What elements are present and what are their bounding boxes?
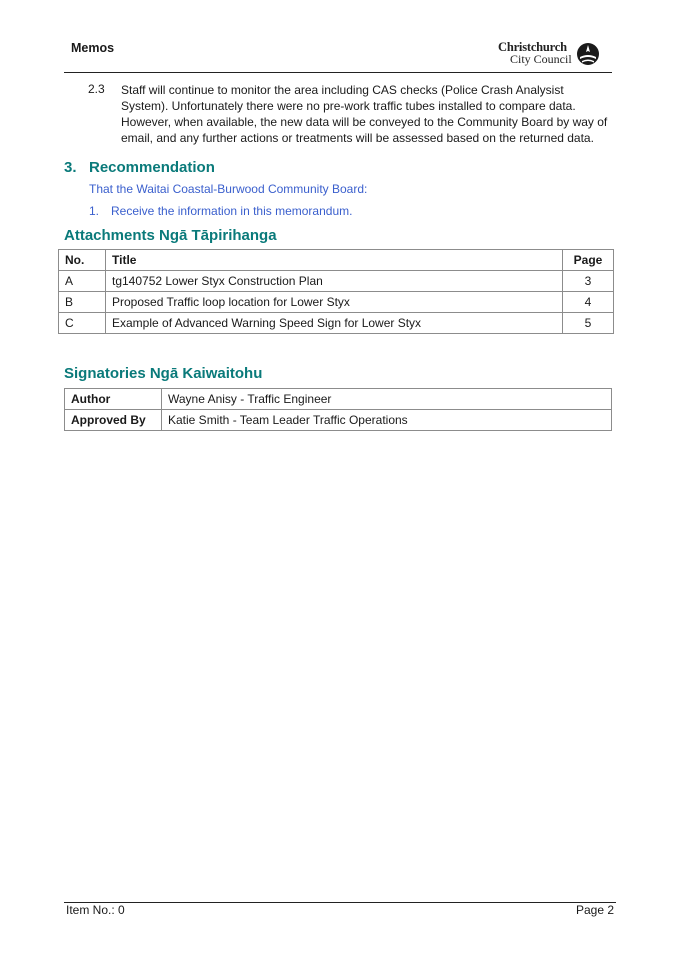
section-heading-attachments: Attachments Ngā Tāpirihanga: [64, 227, 277, 244]
recommendation-intro: That the Waitai Coastal-Burwood Community Board:: [89, 182, 368, 196]
footer-divider: [64, 902, 616, 903]
signatory-name: Katie Smith - Team Leader Traffic Operations: [162, 410, 612, 431]
section-heading-recommendation: Recommendation: [89, 159, 215, 176]
table-header-row: [59, 250, 614, 271]
header-divider: [64, 72, 612, 73]
attachment-title: tg140752 Lower Styx Construction Plan: [106, 271, 563, 292]
logo-line-1: Christchurch: [498, 40, 567, 54]
attachment-page: 3: [563, 271, 614, 292]
attachment-no: A: [59, 271, 106, 292]
signatory-role: Approved By: [65, 410, 162, 431]
table-row: [65, 410, 612, 431]
council-logo-icon: [576, 42, 600, 66]
paragraph-text: Staff will continue to monitor the area including CAS checks (Police Crash Analysist System). Unfortunately there were no pre-work traffic tubes installed to compare data. However, when available, the new data will be conveyed to the Community Board by way of email, and any further actions or treatments will be assessed based on the returned data.: [121, 83, 608, 145]
attachment-page: 5: [563, 313, 614, 334]
table-row: [65, 389, 612, 410]
attachment-no: B: [59, 292, 106, 313]
column-header-page: Page: [563, 250, 614, 271]
column-header-title: Title: [106, 250, 563, 271]
recommendation-item-number: 1.: [89, 204, 100, 218]
recommendation-item-text: Receive the information in this memorandum.: [111, 204, 353, 218]
signatories-table: [64, 388, 612, 431]
attachment-title: Example of Advanced Warning Speed Sign for Lower Styx: [106, 313, 563, 334]
section-heading-signatories: Signatories Ngā Kaiwaitohu: [64, 365, 263, 382]
column-header-no: No.: [59, 250, 106, 271]
logo-line-2: City Council: [510, 52, 572, 66]
attachments-table: [58, 249, 614, 334]
section-number: 3.: [64, 159, 77, 176]
attachment-page: 4: [563, 292, 614, 313]
document-header-title: Memos: [71, 41, 115, 55]
signatory-name: Wayne Anisy - Traffic Engineer: [162, 389, 612, 410]
table-row: [59, 271, 614, 292]
table-row: [59, 313, 614, 334]
footer-item-number: Item No.: 0: [66, 903, 125, 917]
council-logo: [498, 40, 602, 70]
table-row: [59, 292, 614, 313]
signatory-role: Author: [65, 389, 162, 410]
footer-page-number: Page 2: [576, 903, 615, 917]
attachment-title: Proposed Traffic loop location for Lower Styx: [106, 292, 563, 313]
attachment-no: C: [59, 313, 106, 334]
paragraph-number: 2.3: [88, 82, 105, 96]
